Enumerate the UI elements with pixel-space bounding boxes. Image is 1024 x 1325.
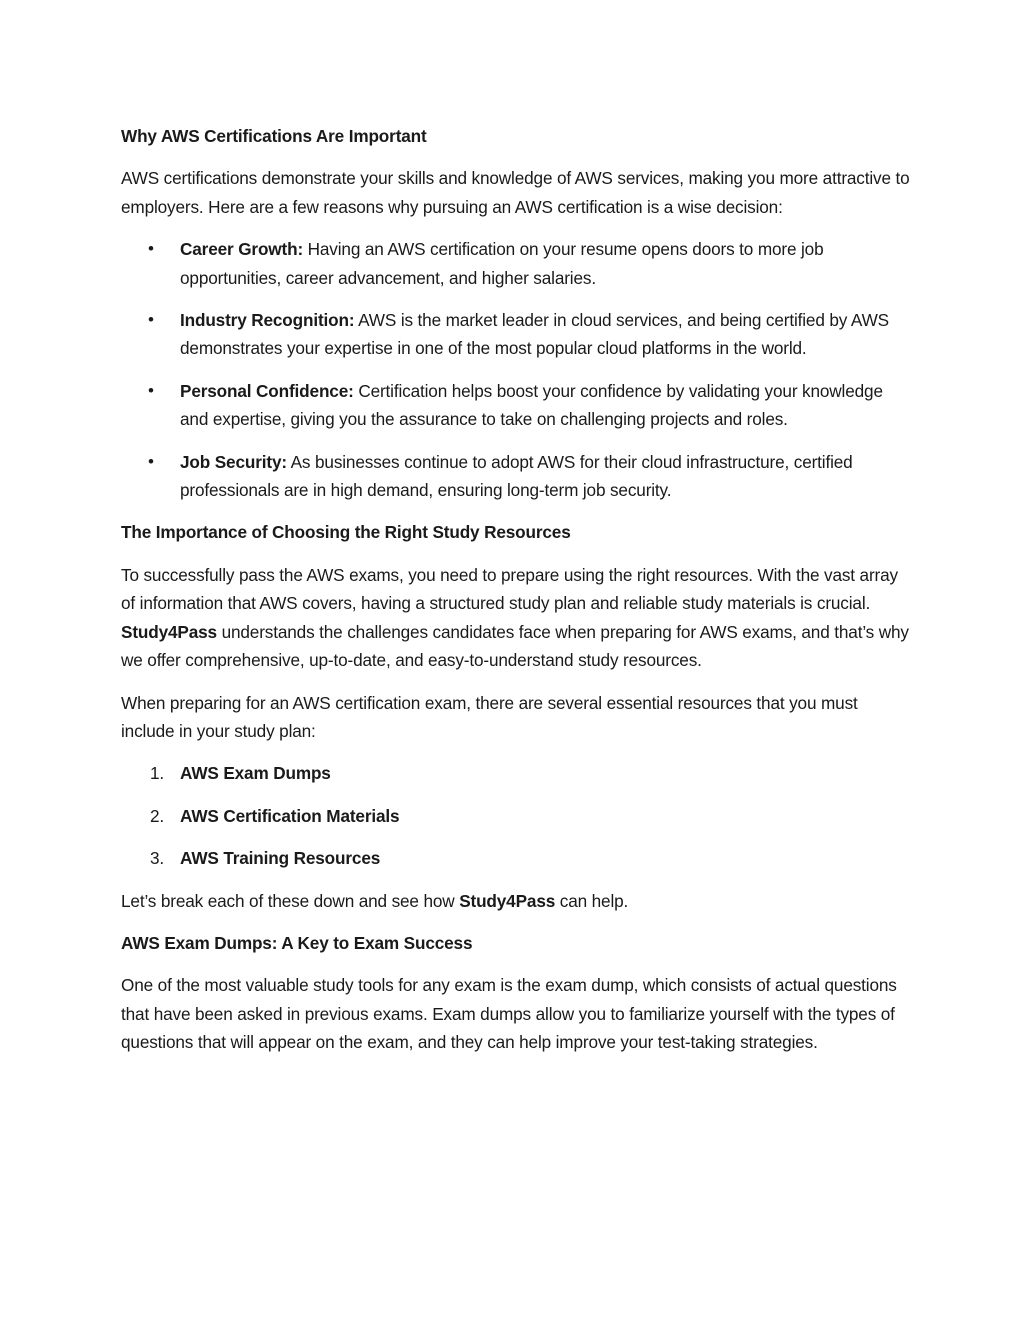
list-item-term: Personal Confidence: [180, 380, 354, 401]
list-item [121, 448, 911, 505]
intro-paragraph: AWS certifications demonstrate your skills and knowledge of AWS services, making you more attractive to employers. Here are a few reasons why pursuing an AWS certification is a wise decision: [121, 168, 910, 217]
document-page [121, 122, 911, 1071]
list-item-text: Certification helps boost your confidence by validating your knowledge and expertise, giving you the assurance to take on challenging projects and roles. [180, 380, 883, 430]
list-item-label: AWS Certification Materials [180, 805, 400, 826]
brand-name: Study4Pass [121, 621, 217, 642]
list-number: 1. [150, 763, 165, 784]
list-item [121, 802, 911, 830]
list-item-term: Career Growth: [180, 239, 304, 260]
list-number: 3. [150, 848, 165, 869]
list-item-text: Having an AWS certification on your resume opens doors to more job opportunities, career advancement, and higher salaries. [180, 239, 824, 288]
bullet-icon: • [148, 239, 154, 259]
list-item [121, 377, 911, 434]
paragraph-text: can help. [555, 890, 629, 911]
reasons-list [121, 235, 911, 504]
exam-dumps-paragraph: One of the most valuable study tools for any exam is the exam dump, which consists of actual questions that have been asked in previous exams. Exam dumps allow you to familiarize yourself with the types of questions that will appear on the exam, and they can help improve your test-taking strategies. [121, 975, 897, 1053]
resources-list [121, 759, 911, 872]
paragraph-text: Let’s break each of these down and see how [121, 890, 460, 911]
list-item-term: Industry Recognition: [180, 310, 355, 331]
list-item [121, 759, 911, 787]
list-item [121, 235, 911, 292]
paragraph-text: understands the challenges candidates face when preparing for AWS exams, and that’s why we offer comprehensive, up-to-date, and easy-to-understand study resources. [121, 621, 909, 671]
list-item [121, 844, 911, 872]
list-item-text: AWS is the market leader in cloud services, and being certified by AWS demonstrates your expertise in one of the most popular cloud platforms in the world. [180, 310, 889, 359]
bullet-icon: • [148, 451, 154, 471]
section-heading-exam-dumps: AWS Exam Dumps: A Key to Exam Success [121, 932, 473, 953]
list-item-term: Job Security: [180, 451, 287, 472]
list-item-text: As businesses continue to adopt AWS for their cloud infrastructure, certified professionals are in high demand, ensuring long-term job security. [180, 451, 853, 501]
bullet-icon: • [148, 310, 154, 330]
section-heading-study-resources: The Importance of Choosing the Right Study Resources [121, 522, 571, 543]
study-resources-paragraph [121, 561, 911, 675]
section-heading-why-aws: Why AWS Certifications Are Important [121, 126, 427, 146]
list-item-label: AWS Training Resources [180, 848, 381, 869]
bullet-icon: • [148, 380, 154, 400]
list-number: 2. [150, 805, 165, 826]
list-item-label: AWS Exam Dumps [180, 763, 331, 784]
breakdown-paragraph [121, 887, 911, 915]
list-item [121, 306, 911, 363]
essential-resources-paragraph: When preparing for an AWS certification exam, there are several essential resources that you must include in your study plan: [121, 692, 858, 741]
brand-name: Study4Pass [459, 890, 556, 911]
paragraph-text: To successfully pass the AWS exams, you need to prepare using the right resources. With the vast array of information that AWS covers, having a structured study plan and reliable study materials is crucial. [121, 564, 898, 614]
